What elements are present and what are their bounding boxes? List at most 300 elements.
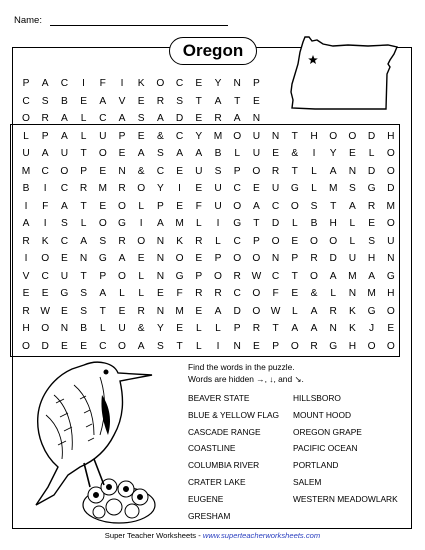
grid-letter[interactable]: S bbox=[368, 235, 375, 247]
grid-letter[interactable]: O bbox=[329, 130, 338, 142]
grid-letter[interactable]: S bbox=[214, 165, 222, 177]
grid-letter[interactable]: R bbox=[195, 288, 203, 299]
grid-letter[interactable]: U bbox=[271, 183, 280, 194]
grid-letter[interactable]: M bbox=[386, 200, 396, 212]
grid-letter[interactable]: P bbox=[252, 78, 260, 89]
grid-letter[interactable]: P bbox=[99, 270, 107, 282]
grid-letter[interactable]: T bbox=[176, 340, 183, 352]
grid-letter[interactable]: P bbox=[156, 200, 164, 212]
grid-letter[interactable]: S bbox=[156, 340, 164, 352]
grid-letter[interactable]: K bbox=[348, 305, 356, 317]
grid-letter[interactable]: D bbox=[329, 253, 337, 264]
grid-letter[interactable]: T bbox=[80, 148, 87, 159]
grid-letter[interactable]: W bbox=[40, 305, 50, 317]
grid-letter[interactable]: I bbox=[82, 78, 86, 89]
grid-letter[interactable]: A bbox=[137, 340, 145, 352]
grid-letter[interactable]: O bbox=[386, 340, 395, 352]
grid-letter[interactable]: N bbox=[271, 253, 280, 264]
grid-letter[interactable]: O bbox=[233, 200, 242, 212]
grid-letter[interactable]: A bbox=[176, 148, 183, 159]
grid-letter[interactable]: G bbox=[233, 218, 242, 229]
grid-letter[interactable]: L bbox=[349, 235, 356, 247]
grid-letter[interactable]: A bbox=[329, 165, 337, 177]
grid-letter[interactable]: Y bbox=[195, 130, 203, 142]
grid-letter[interactable]: G bbox=[367, 305, 376, 317]
grid-letter[interactable]: M bbox=[367, 288, 376, 299]
grid-letter[interactable]: A bbox=[156, 113, 164, 124]
grid-letter[interactable]: G bbox=[290, 183, 299, 194]
grid-letter[interactable]: E bbox=[368, 218, 375, 229]
grid-letter[interactable]: H bbox=[348, 340, 357, 352]
grid-letter[interactable]: S bbox=[99, 235, 107, 247]
grid-letter[interactable]: L bbox=[119, 288, 125, 299]
grid-letter[interactable]: O bbox=[310, 235, 318, 247]
grid-letter[interactable]: P bbox=[214, 253, 222, 264]
grid-letter[interactable]: A bbox=[310, 323, 318, 334]
grid-letter[interactable]: C bbox=[175, 78, 184, 89]
grid-letter[interactable]: I bbox=[216, 340, 220, 352]
grid-letter[interactable]: R bbox=[195, 235, 203, 247]
grid-letter[interactable]: G bbox=[60, 288, 69, 299]
footer-url[interactable]: www.superteacherworksheets.com bbox=[202, 531, 321, 540]
grid-letter[interactable]: D bbox=[175, 113, 184, 124]
grid-letter[interactable]: A bbox=[310, 305, 318, 317]
grid-letter[interactable]: P bbox=[22, 78, 30, 89]
grid-letter[interactable]: U bbox=[60, 148, 69, 159]
grid-letter[interactable]: Y bbox=[329, 148, 337, 159]
grid-letter[interactable]: E bbox=[137, 253, 145, 264]
grid-letter[interactable]: S bbox=[80, 288, 87, 299]
grid-letter[interactable]: A bbox=[60, 130, 68, 142]
grid-letter[interactable]: H bbox=[310, 130, 318, 142]
grid-letter[interactable]: J bbox=[369, 323, 375, 334]
grid-letter[interactable]: E bbox=[99, 200, 107, 212]
grid-letter[interactable]: Y bbox=[156, 183, 164, 194]
grid-letter[interactable]: U bbox=[214, 183, 222, 194]
grid-letter[interactable]: K bbox=[176, 235, 183, 247]
grid-letter[interactable]: E bbox=[137, 95, 145, 107]
grid-letter[interactable]: E bbox=[252, 183, 260, 194]
grid-letter[interactable]: A bbox=[329, 270, 337, 282]
grid-letter[interactable]: E bbox=[348, 148, 356, 159]
grid-letter[interactable]: A bbox=[41, 148, 49, 159]
grid-letter[interactable]: S bbox=[137, 113, 145, 124]
grid-letter[interactable]: A bbox=[80, 235, 87, 247]
grid-letter[interactable]: U bbox=[118, 323, 126, 334]
grid-letter[interactable]: A bbox=[233, 113, 241, 124]
grid-letter[interactable]: C bbox=[99, 113, 107, 124]
grid-letter[interactable]: D bbox=[387, 183, 395, 194]
grid-letter[interactable]: T bbox=[80, 270, 87, 282]
grid-letter[interactable]: U bbox=[252, 148, 261, 159]
grid-letter[interactable]: K bbox=[137, 78, 145, 89]
grid-letter[interactable]: O bbox=[22, 113, 30, 124]
grid-letter[interactable]: C bbox=[60, 78, 69, 89]
grid-letter[interactable]: L bbox=[80, 130, 87, 142]
grid-letter[interactable]: A bbox=[252, 200, 260, 212]
grid-letter[interactable]: O bbox=[41, 253, 50, 264]
grid-letter[interactable]: E bbox=[195, 78, 203, 89]
grid-letter[interactable]: E bbox=[291, 235, 299, 247]
grid-letter[interactable]: U bbox=[214, 200, 222, 212]
grid-letter[interactable]: B bbox=[214, 148, 222, 159]
grid-letter[interactable]: O bbox=[271, 235, 280, 247]
grid-letter[interactable]: N bbox=[329, 323, 337, 334]
grid-letter[interactable]: E bbox=[176, 323, 183, 334]
grid-letter[interactable]: C bbox=[233, 183, 241, 194]
grid-letter[interactable]: G bbox=[329, 340, 338, 352]
grid-letter[interactable]: U bbox=[252, 130, 261, 142]
grid-letter[interactable]: O bbox=[118, 340, 126, 352]
grid-letter[interactable]: T bbox=[330, 200, 337, 212]
grid-letter[interactable]: B bbox=[22, 183, 30, 194]
grid-letter[interactable]: L bbox=[291, 305, 298, 317]
grid-letter[interactable]: A bbox=[99, 288, 107, 299]
grid-letter[interactable]: O bbox=[348, 130, 357, 142]
grid-letter[interactable]: C bbox=[41, 165, 49, 177]
grid-letter[interactable]: N bbox=[156, 235, 165, 247]
grid-letter[interactable]: L bbox=[195, 340, 202, 352]
grid-letter[interactable]: E bbox=[195, 183, 203, 194]
grid-letter[interactable]: F bbox=[195, 200, 202, 212]
grid-letter[interactable]: R bbox=[367, 200, 376, 212]
grid-letter[interactable]: & bbox=[137, 165, 145, 177]
grid-letter[interactable]: O bbox=[137, 183, 146, 194]
grid-letter[interactable]: O bbox=[386, 148, 395, 159]
grid-letter[interactable]: M bbox=[328, 183, 338, 194]
grid-letter[interactable]: R bbox=[310, 340, 318, 352]
grid-letter[interactable]: O bbox=[290, 200, 299, 212]
grid-letter[interactable]: C bbox=[60, 183, 69, 194]
grid-letter[interactable]: O bbox=[386, 218, 395, 229]
grid-letter[interactable]: I bbox=[24, 200, 28, 212]
grid-letter[interactable]: L bbox=[138, 270, 145, 282]
grid-letter[interactable]: R bbox=[22, 305, 30, 317]
grid-letter[interactable]: L bbox=[215, 235, 221, 247]
grid-letter[interactable]: L bbox=[23, 130, 29, 142]
grid-letter[interactable]: E bbox=[252, 340, 260, 352]
grid-letter[interactable]: E bbox=[118, 148, 126, 159]
grid-letter[interactable]: O bbox=[310, 270, 318, 282]
grid-letter[interactable]: & bbox=[137, 323, 145, 334]
grid-letter[interactable]: L bbox=[349, 218, 356, 229]
grid-letter[interactable]: G bbox=[118, 218, 126, 229]
grid-letter[interactable]: T bbox=[272, 323, 279, 334]
grid-letter[interactable]: A bbox=[214, 95, 222, 107]
grid-letter[interactable]: S bbox=[176, 95, 183, 107]
grid-letter[interactable]: E bbox=[195, 305, 203, 317]
grid-letter[interactable]: O bbox=[252, 253, 261, 264]
grid-letter[interactable]: L bbox=[138, 288, 145, 299]
grid-letter[interactable]: U bbox=[22, 148, 30, 159]
grid-letter[interactable]: P bbox=[195, 270, 203, 282]
grid-letter[interactable]: N bbox=[252, 113, 261, 124]
grid-letter[interactable]: L bbox=[138, 200, 145, 212]
grid-letter[interactable]: S bbox=[80, 305, 87, 317]
grid-letter[interactable]: O bbox=[175, 253, 184, 264]
grid-letter[interactable]: C bbox=[22, 95, 30, 107]
grid-letter[interactable]: A bbox=[22, 218, 30, 229]
grid-letter[interactable]: O bbox=[290, 340, 299, 352]
grid-letter[interactable]: U bbox=[195, 165, 203, 177]
grid-letter[interactable]: D bbox=[233, 305, 241, 317]
grid-letter[interactable]: R bbox=[233, 270, 241, 282]
grid-letter[interactable]: A bbox=[214, 305, 222, 317]
grid-letter[interactable]: A bbox=[348, 200, 356, 212]
grid-letter[interactable]: P bbox=[291, 253, 299, 264]
grid-letter[interactable]: O bbox=[233, 130, 242, 142]
grid-letter[interactable]: U bbox=[99, 130, 107, 142]
grid-letter[interactable]: L bbox=[368, 148, 375, 159]
grid-letter[interactable]: M bbox=[213, 130, 223, 142]
grid-letter[interactable]: R bbox=[22, 235, 30, 247]
grid-letter[interactable]: F bbox=[176, 288, 183, 299]
grid-letter[interactable]: A bbox=[156, 218, 164, 229]
grid-letter[interactable]: T bbox=[291, 270, 298, 282]
grid-letter[interactable]: L bbox=[330, 288, 337, 299]
grid-letter[interactable]: D bbox=[41, 340, 49, 352]
grid-letter[interactable]: Y bbox=[214, 78, 222, 89]
grid-letter[interactable]: O bbox=[252, 305, 261, 317]
grid-letter[interactable]: N bbox=[156, 270, 165, 282]
grid-letter[interactable]: L bbox=[215, 323, 221, 334]
grid-letter[interactable]: A bbox=[291, 323, 299, 334]
grid-letter[interactable]: V bbox=[22, 270, 30, 282]
grid-letter[interactable]: A bbox=[118, 253, 126, 264]
grid-letter[interactable]: U bbox=[348, 253, 357, 264]
grid-letter[interactable]: S bbox=[41, 95, 49, 107]
grid-letter[interactable]: L bbox=[311, 183, 317, 194]
grid-letter[interactable]: R bbox=[252, 323, 261, 334]
grid-letter[interactable]: N bbox=[60, 323, 69, 334]
grid-letter[interactable]: L bbox=[291, 218, 298, 229]
grid-letter[interactable]: H bbox=[22, 323, 30, 334]
grid-letter[interactable]: T bbox=[80, 200, 87, 212]
grid-letter[interactable]: C bbox=[41, 270, 49, 282]
grid-letter[interactable]: A bbox=[368, 270, 375, 282]
grid-letter[interactable]: O bbox=[214, 270, 222, 282]
grid-letter[interactable]: C bbox=[271, 270, 280, 282]
grid-letter[interactable]: E bbox=[272, 148, 279, 159]
grid-letter[interactable]: O bbox=[22, 340, 30, 352]
grid-letter[interactable]: I bbox=[312, 148, 316, 159]
grid-letter[interactable]: H bbox=[329, 218, 337, 229]
grid-letter[interactable]: L bbox=[80, 113, 87, 124]
grid-letter[interactable]: M bbox=[98, 183, 108, 194]
grid-letter[interactable]: N bbox=[348, 165, 357, 177]
grid-letter[interactable]: W bbox=[270, 305, 281, 317]
grid-letter[interactable]: N bbox=[79, 253, 88, 264]
grid-letter[interactable]: P bbox=[252, 235, 260, 247]
grid-letter[interactable]: O bbox=[41, 323, 50, 334]
grid-letter[interactable]: O bbox=[329, 235, 338, 247]
grid-letter[interactable]: O bbox=[233, 253, 242, 264]
grid-letter[interactable]: T bbox=[291, 165, 298, 177]
grid-letter[interactable]: M bbox=[21, 165, 31, 177]
grid-letter[interactable]: D bbox=[271, 218, 280, 229]
grid-letter[interactable]: A bbox=[60, 200, 68, 212]
grid-letter[interactable]: M bbox=[348, 270, 357, 282]
grid-letter[interactable]: E bbox=[195, 113, 203, 124]
grid-letter[interactable]: O bbox=[252, 165, 261, 177]
grid-letter[interactable]: E bbox=[137, 130, 145, 142]
grid-letter[interactable]: C bbox=[60, 235, 69, 247]
grid-letter[interactable]: R bbox=[79, 183, 88, 194]
grid-letter[interactable]: P bbox=[80, 165, 87, 177]
grid-letter[interactable]: O bbox=[386, 305, 395, 317]
grid-letter[interactable]: F bbox=[99, 78, 106, 89]
grid-letter[interactable]: N bbox=[156, 305, 165, 317]
grid-letter[interactable]: N bbox=[118, 165, 126, 177]
grid-letter[interactable]: N bbox=[233, 340, 241, 352]
grid-letter[interactable]: N bbox=[233, 78, 241, 89]
grid-letter[interactable]: R bbox=[310, 253, 318, 264]
grid-letter[interactable]: I bbox=[139, 218, 143, 229]
grid-letter[interactable]: S bbox=[156, 148, 164, 159]
grid-letter[interactable]: & bbox=[291, 148, 299, 159]
grid-letter[interactable]: R bbox=[137, 305, 145, 317]
grid-letter[interactable]: L bbox=[99, 323, 106, 334]
grid-letter[interactable]: W bbox=[251, 270, 262, 282]
grid-letter[interactable]: B bbox=[310, 218, 318, 229]
grid-letter[interactable]: E bbox=[118, 305, 126, 317]
grid-letter[interactable]: D bbox=[367, 165, 376, 177]
grid-letter[interactable]: R bbox=[214, 288, 222, 299]
grid-letter[interactable]: C bbox=[175, 130, 184, 142]
grid-letter[interactable]: E bbox=[252, 95, 260, 107]
grid-letter[interactable]: E bbox=[195, 253, 203, 264]
grid-letter[interactable]: N bbox=[156, 253, 165, 264]
grid-letter[interactable]: P bbox=[233, 165, 241, 177]
grid-letter[interactable]: O bbox=[252, 288, 261, 299]
grid-letter[interactable]: I bbox=[43, 183, 47, 194]
grid-letter[interactable]: G bbox=[367, 183, 376, 194]
grid-letter[interactable]: H bbox=[387, 130, 395, 142]
grid-letter[interactable]: O bbox=[60, 165, 69, 177]
grid-letter[interactable]: C bbox=[99, 340, 107, 352]
grid-letter[interactable]: R bbox=[41, 113, 49, 124]
grid-letter[interactable]: O bbox=[156, 78, 165, 89]
grid-letter[interactable]: L bbox=[80, 218, 87, 229]
grid-letter[interactable]: G bbox=[175, 270, 184, 282]
grid-letter[interactable]: A bbox=[41, 78, 49, 89]
grid-letter[interactable]: & bbox=[156, 130, 164, 142]
grid-letter[interactable]: C bbox=[271, 200, 280, 212]
grid-letter[interactable]: O bbox=[98, 218, 107, 229]
grid-letter[interactable]: A bbox=[137, 148, 145, 159]
grid-letter[interactable]: H bbox=[387, 288, 395, 299]
grid-letter[interactable]: E bbox=[60, 253, 68, 264]
grid-letter[interactable]: E bbox=[291, 288, 299, 299]
grid-letter[interactable]: T bbox=[291, 130, 298, 142]
grid-letter[interactable]: P bbox=[118, 130, 126, 142]
grid-letter[interactable]: I bbox=[24, 253, 28, 264]
grid-letter[interactable]: T bbox=[234, 95, 241, 107]
grid-letter[interactable]: O bbox=[367, 340, 376, 352]
name-line[interactable] bbox=[50, 25, 228, 26]
grid-letter[interactable]: R bbox=[329, 305, 337, 317]
grid-letter[interactable]: I bbox=[43, 218, 47, 229]
grid-letter[interactable]: E bbox=[80, 340, 87, 352]
grid-letter[interactable]: E bbox=[156, 288, 164, 299]
grid-letter[interactable]: E bbox=[41, 288, 49, 299]
grid-letter[interactable]: T bbox=[253, 218, 260, 229]
grid-letter[interactable]: N bbox=[387, 253, 395, 264]
grid-letter[interactable]: R bbox=[118, 235, 126, 247]
grid-letter[interactable]: C bbox=[233, 288, 241, 299]
grid-letter[interactable]: F bbox=[42, 200, 49, 212]
grid-letter[interactable]: E bbox=[22, 288, 30, 299]
grid-letter[interactable]: P bbox=[233, 323, 241, 334]
grid-letter[interactable]: B bbox=[80, 323, 87, 334]
grid-letter[interactable]: E bbox=[60, 340, 68, 352]
grid-letter[interactable]: M bbox=[175, 218, 184, 229]
grid-letter[interactable]: E bbox=[387, 323, 395, 334]
grid-letter[interactable]: R bbox=[118, 183, 126, 194]
grid-letter[interactable]: E bbox=[99, 165, 107, 177]
grid-letter[interactable]: O bbox=[118, 200, 126, 212]
grid-letter[interactable]: V bbox=[118, 95, 126, 107]
grid-letter[interactable]: O bbox=[98, 148, 107, 159]
grid-letter[interactable]: C bbox=[156, 165, 165, 177]
grid-letter[interactable]: I bbox=[120, 78, 124, 89]
grid-letter[interactable]: & bbox=[310, 288, 318, 299]
grid-letter[interactable]: A bbox=[195, 148, 203, 159]
grid-letter[interactable]: U bbox=[387, 235, 395, 247]
grid-letter[interactable]: I bbox=[178, 183, 182, 194]
grid-letter[interactable]: R bbox=[156, 95, 165, 107]
grid-letter[interactable]: E bbox=[176, 200, 183, 212]
grid-letter[interactable]: M bbox=[175, 305, 184, 317]
grid-letter[interactable]: L bbox=[195, 323, 202, 334]
grid-letter[interactable]: E bbox=[80, 95, 87, 107]
grid-letter[interactable]: T bbox=[99, 305, 106, 317]
grid-letter[interactable]: A bbox=[118, 113, 126, 124]
grid-letter[interactable]: R bbox=[214, 113, 222, 124]
grid-letter[interactable]: P bbox=[41, 130, 49, 142]
grid-letter[interactable]: O bbox=[386, 165, 395, 177]
grid-letter[interactable]: N bbox=[271, 130, 280, 142]
grid-letter[interactable]: B bbox=[60, 95, 68, 107]
grid-letter[interactable]: L bbox=[311, 165, 317, 177]
grid-letter[interactable]: N bbox=[348, 288, 357, 299]
grid-letter[interactable]: I bbox=[216, 218, 220, 229]
grid-letter[interactable]: S bbox=[60, 218, 68, 229]
grid-letter[interactable]: P bbox=[272, 340, 279, 352]
grid-letter[interactable]: O bbox=[137, 235, 146, 247]
grid-letter[interactable]: A bbox=[99, 95, 107, 107]
grid-letter[interactable]: H bbox=[367, 253, 376, 264]
grid-letter[interactable]: C bbox=[233, 235, 241, 247]
grid-letter[interactable]: F bbox=[272, 288, 279, 299]
grid-letter[interactable]: L bbox=[195, 218, 202, 229]
grid-letter[interactable]: T bbox=[195, 95, 202, 107]
grid-letter[interactable]: O bbox=[118, 270, 126, 282]
grid-letter[interactable]: G bbox=[98, 253, 107, 264]
grid-letter[interactable]: G bbox=[386, 270, 395, 282]
grid-letter[interactable]: S bbox=[310, 200, 318, 212]
grid-letter[interactable]: D bbox=[367, 130, 376, 142]
grid-letter[interactable]: K bbox=[348, 323, 356, 334]
grid-letter[interactable]: U bbox=[60, 270, 69, 282]
grid-letter[interactable]: K bbox=[41, 235, 49, 247]
grid-letter[interactable]: L bbox=[234, 148, 241, 159]
grid-letter[interactable]: S bbox=[348, 183, 356, 194]
grid-letter[interactable]: Y bbox=[156, 323, 164, 334]
grid-letter[interactable]: R bbox=[271, 165, 280, 177]
grid-letter[interactable]: E bbox=[60, 305, 68, 317]
grid-letter[interactable]: A bbox=[60, 113, 68, 124]
